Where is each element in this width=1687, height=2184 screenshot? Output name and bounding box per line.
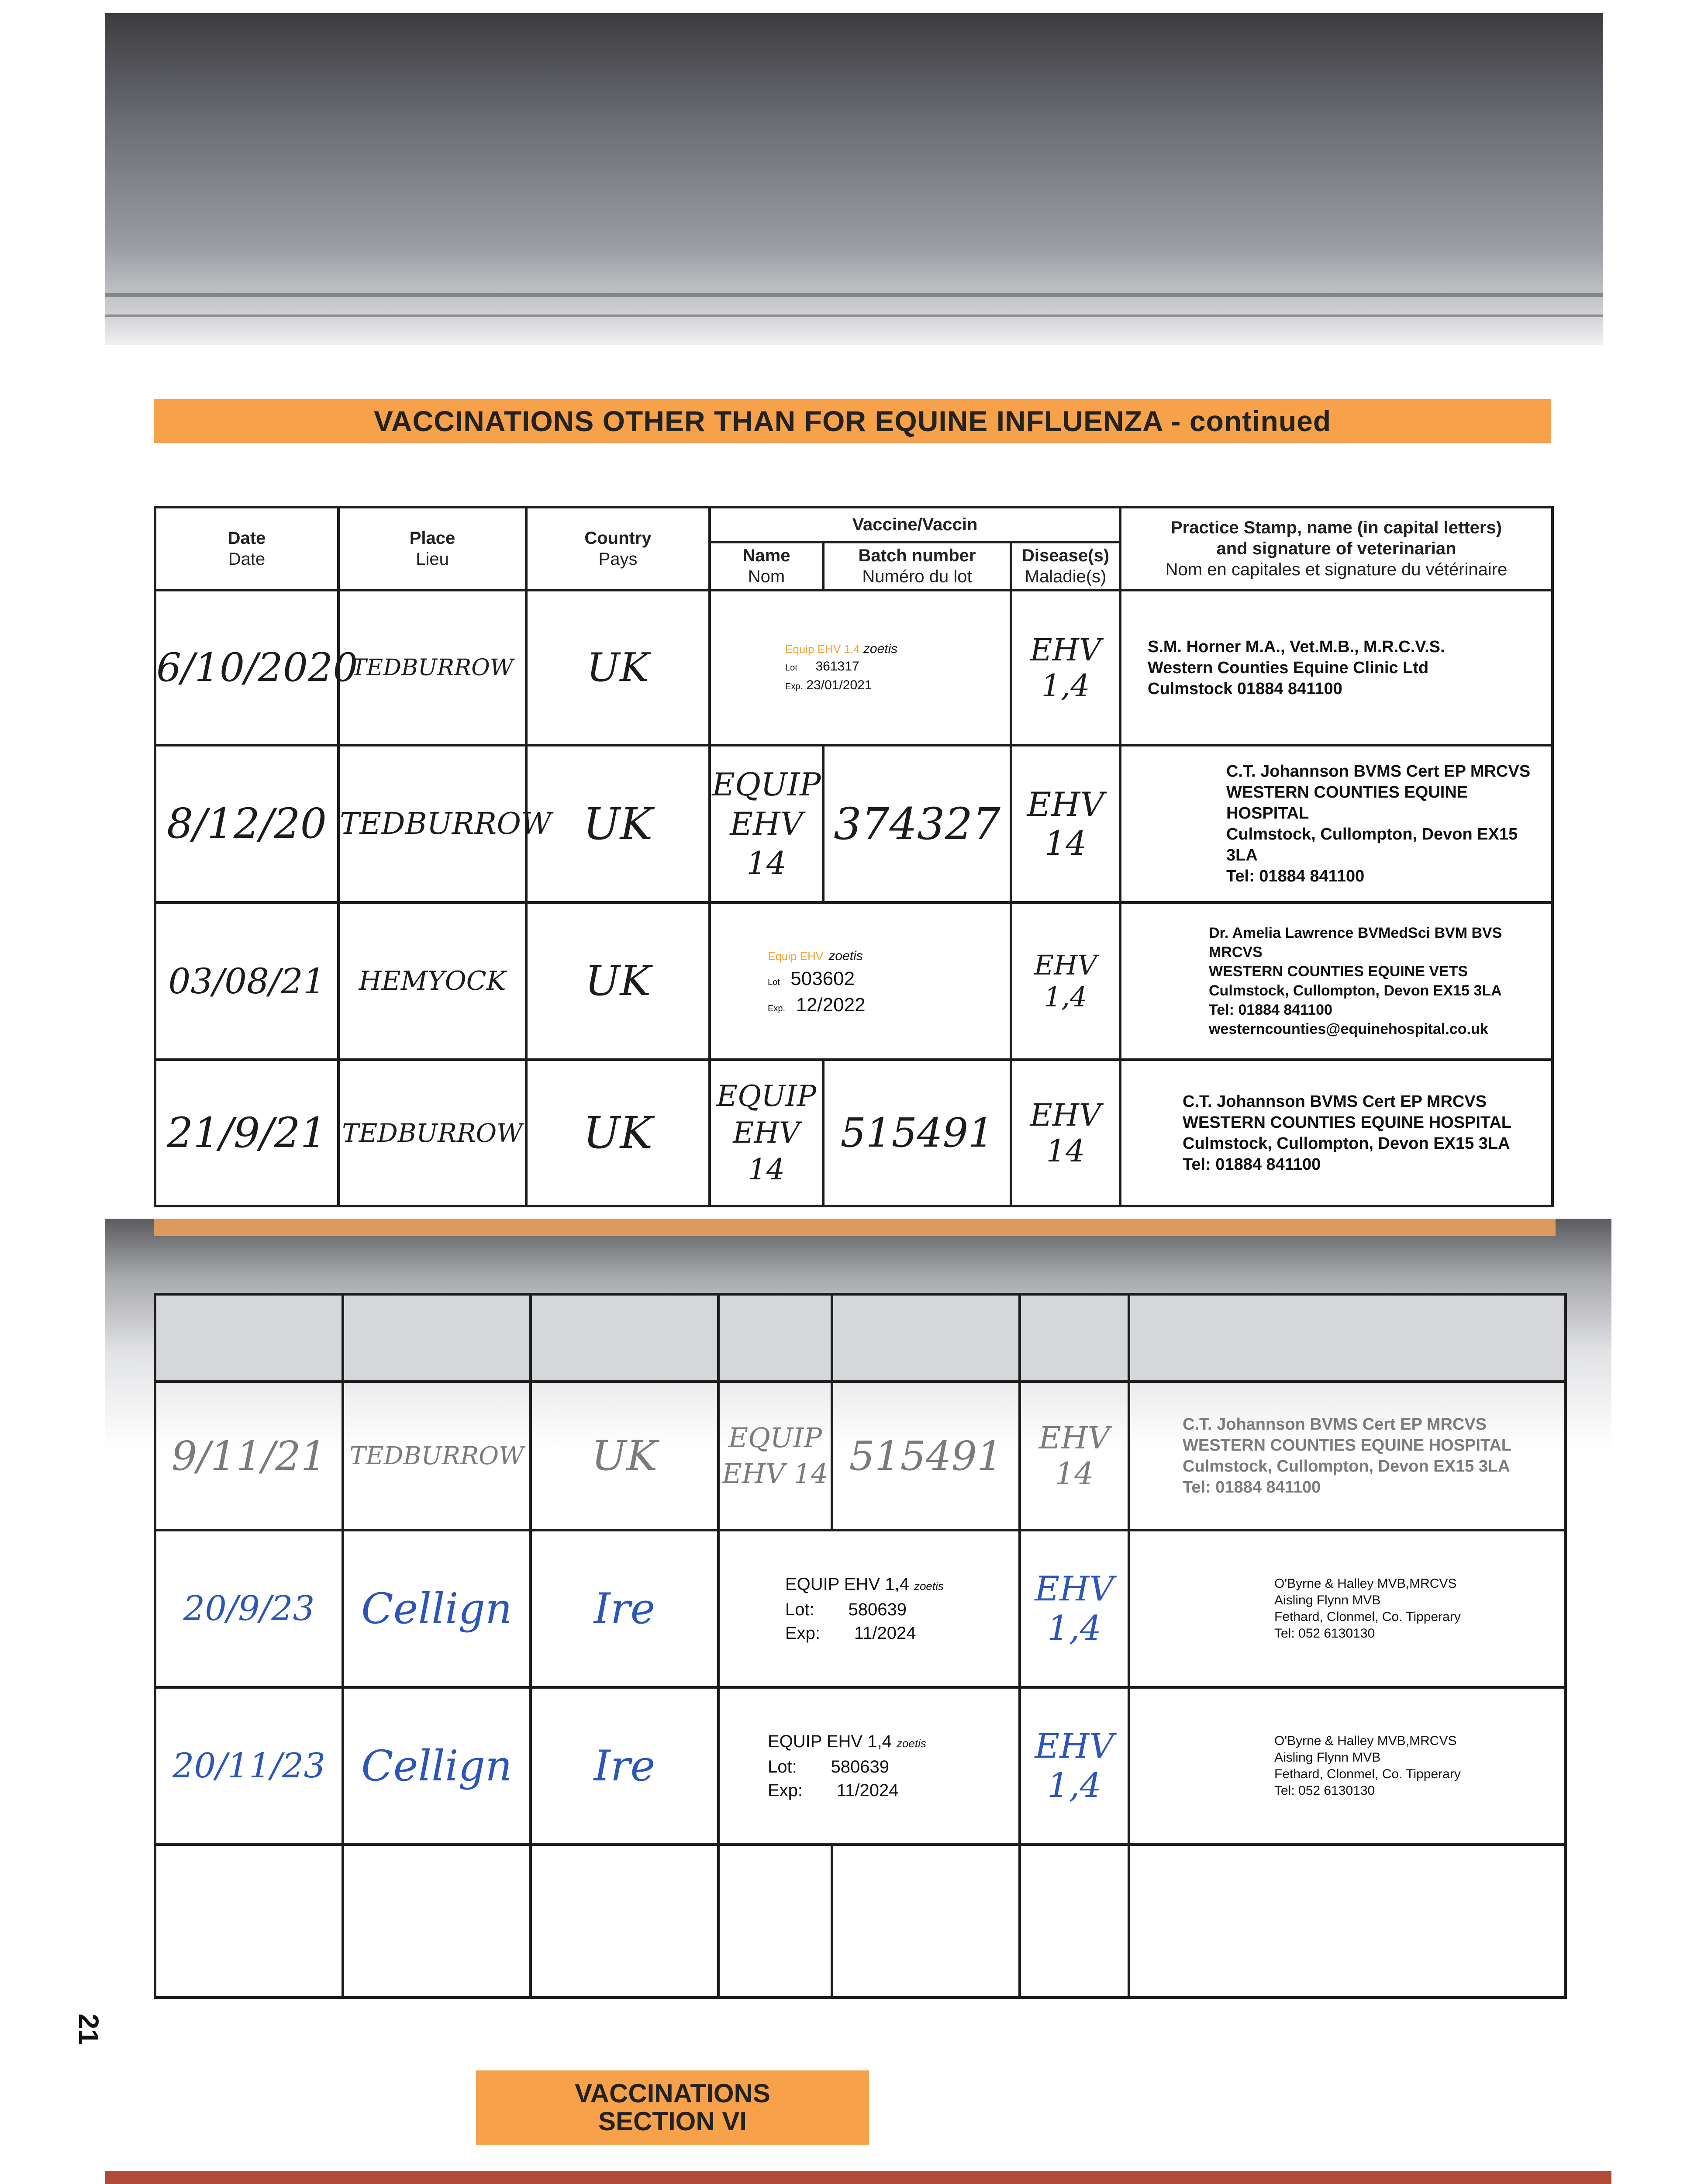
- date-cell: 03/08/21: [155, 902, 338, 1060]
- ghost-header-bar: [154, 1219, 1556, 1236]
- ghost-header-row: [155, 1294, 1566, 1382]
- vaccine-name-cell: EQUIP EHV 14: [710, 1060, 823, 1206]
- date-cell: 9/11/21: [155, 1382, 343, 1530]
- place-cell: TEDBURROW: [338, 590, 526, 745]
- vaccine-header: Vaccine/Vaccin: [710, 507, 1120, 542]
- practice-stamp: C.T. Johannson BVMS Cert EP MRCVS WESTERN COUNTIES EQUINE HOSPITAL Culmstock, Cullompton, Devon EX15 3LA Tel: 01884 841100: [1120, 745, 1552, 902]
- table-row: [155, 1060, 1552, 1206]
- lot-number: 580639: [831, 1757, 889, 1776]
- sticker-brand: EQUIP EHV 1,4: [785, 1575, 909, 1594]
- practice-stamp: Dr. Amelia Lawrence BVMedSci BVM BVS MRCVS WESTERN COUNTIES EQUINE VETS Culmstock, Cullompton, Devon EX15 3LA Tel: 01884 841100 westerncounties@equinehospital.co.uk: [1120, 902, 1552, 1060]
- date-cell: 6/10/2020: [155, 590, 338, 745]
- country-header: Country Pays: [526, 507, 710, 590]
- place-cell: HEMYOCK: [338, 902, 526, 1060]
- disease-cell: EHV 1,4: [1020, 1530, 1129, 1687]
- sticker-brand: Equip EHV: [768, 949, 824, 963]
- country-cell: UK: [526, 902, 710, 1060]
- expiry-date: 23/01/2021: [806, 677, 872, 692]
- disease-cell: EHV 1,4: [1011, 590, 1120, 745]
- country-cell: UK: [526, 1060, 710, 1206]
- place-cell: Cellign: [343, 1687, 531, 1845]
- country-cell: Ire: [531, 1530, 718, 1687]
- divider: [105, 314, 1603, 317]
- name-header: Name Nom: [710, 542, 823, 590]
- vaccine-sticker: Equip EHV 1,4 zoetis Lot 361317 Exp. 23/01/2021: [710, 590, 1011, 745]
- batch-cell: 515491: [823, 1060, 1011, 1206]
- disease-cell: EHV 14: [1020, 1382, 1129, 1530]
- date-cell: 21/9/21: [155, 1060, 338, 1206]
- vaccination-table: [154, 506, 1554, 1207]
- date-header: Date Date: [155, 507, 338, 590]
- disease-cell: EHV 14: [1011, 1060, 1120, 1206]
- lot-number: 580639: [848, 1600, 907, 1619]
- date-cell: 20/11/23: [155, 1687, 343, 1845]
- lot-number: 503602: [790, 968, 855, 989]
- practice-stamp: C.T. Johannson BVMS Cert EP MRCVS WESTERN COUNTIES EQUINE HOSPITAL Culmstock, Cullompton, Devon EX15 3LA Tel: 01884 841100: [1129, 1382, 1566, 1530]
- bottom-rule: [105, 2171, 1611, 2184]
- expiry-date: 11/2024: [836, 1781, 899, 1800]
- table-row: [155, 1530, 1566, 1687]
- date-cell: 20/9/23: [155, 1530, 343, 1687]
- date-cell: 8/12/20: [155, 745, 338, 902]
- sticker-brand: Equip EHV 1,4: [785, 642, 860, 656]
- place-cell: TEDBURROW: [343, 1382, 531, 1530]
- table-row: [155, 590, 1552, 745]
- batch-cell: 374327: [823, 745, 1011, 902]
- disease-cell: EHV 1,4: [1020, 1687, 1129, 1845]
- section-label: VACCINATIONS SECTION VI: [476, 2070, 869, 2145]
- lot-number: 361317: [815, 659, 859, 674]
- place-cell: TEDBURROW: [338, 745, 526, 902]
- country-cell: UK: [526, 745, 710, 902]
- practice-stamp: S.M. Horner M.A., Vet.M.B., M.R.C.V.S. Western Counties Equine Clinic Ltd Culmstock 01884 841100: [1120, 590, 1552, 745]
- practice-stamp: O'Byrne & Halley MVB,MRCVS Aisling Flynn MVB Fethard, Clonmel, Co. Tipperary Tel: 052 6130130: [1129, 1687, 1566, 1845]
- batch-cell: 515491: [832, 1382, 1020, 1530]
- place-cell: TEDBURROW: [338, 1060, 526, 1206]
- sticker-maker: zoetis: [863, 641, 898, 656]
- country-cell: UK: [526, 590, 710, 745]
- batch-header: Batch number Numéro du lot: [823, 542, 1011, 590]
- stamp-header: Practice Stamp, name (in capital letters) and signature of veterinarian Nom en capitales et signature du vétérinaire: [1120, 507, 1552, 590]
- section-header-bar: [154, 399, 1551, 443]
- vaccine-sticker: Equip EHV zoetis Lot 503602 Exp. 12/2022: [710, 902, 1011, 1060]
- expiry-date: 12/2022: [796, 994, 866, 1016]
- practice-stamp: C.T. Johannson BVMS Cert EP MRCVS WESTERN COUNTIES EQUINE HOSPITAL Culmstock, Cullompton, Devon EX15 3LA Tel: 01884 841100: [1120, 1060, 1552, 1206]
- page-title: VACCINATIONS OTHER THAN FOR EQUINE INFLUENZA - continued: [373, 405, 1332, 437]
- table-row: [155, 1382, 1566, 1530]
- place-cell: Cellign: [343, 1530, 531, 1687]
- country-cell: UK: [531, 1382, 718, 1530]
- vaccination-table-continued: [154, 1293, 1567, 1999]
- vaccine-name-cell: EQUIP EHV 14: [710, 745, 823, 902]
- sticker-maker: zoetis: [828, 948, 863, 963]
- table-row-empty: [155, 1845, 1566, 1997]
- place-header: Place Lieu: [338, 507, 526, 590]
- disease-cell: EHV 1,4: [1011, 902, 1120, 1060]
- table-row: [155, 1687, 1566, 1845]
- table-row: [155, 745, 1552, 902]
- vaccine-name-cell: EQUIP EHV 14: [718, 1382, 832, 1530]
- sticker-brand: EQUIP EHV 1,4: [768, 1732, 892, 1751]
- country-cell: Ire: [531, 1687, 718, 1845]
- vaccine-sticker: EQUIP EHV 1,4 zoetis Lot: 580639 Exp: 11/2024: [718, 1687, 1020, 1845]
- disease-cell: EHV 14: [1011, 745, 1120, 902]
- divider: [105, 293, 1603, 297]
- scanner-shadow-top: [105, 13, 1603, 345]
- sticker-maker: zoetis: [914, 1579, 944, 1593]
- page-number: 21: [73, 2014, 104, 2045]
- vaccine-sticker: EQUIP EHV 1,4 zoetis Lot: 580639 Exp: 11/2024: [718, 1530, 1020, 1687]
- expiry-date: 11/2024: [854, 1624, 916, 1643]
- table-row: [155, 902, 1552, 1060]
- sticker-maker: zoetis: [896, 1737, 926, 1750]
- disease-header: Disease(s) Maladie(s): [1011, 542, 1120, 590]
- practice-stamp: O'Byrne & Halley MVB,MRCVS Aisling Flynn MVB Fethard, Clonmel, Co. Tipperary Tel: 052 6130130: [1129, 1530, 1566, 1687]
